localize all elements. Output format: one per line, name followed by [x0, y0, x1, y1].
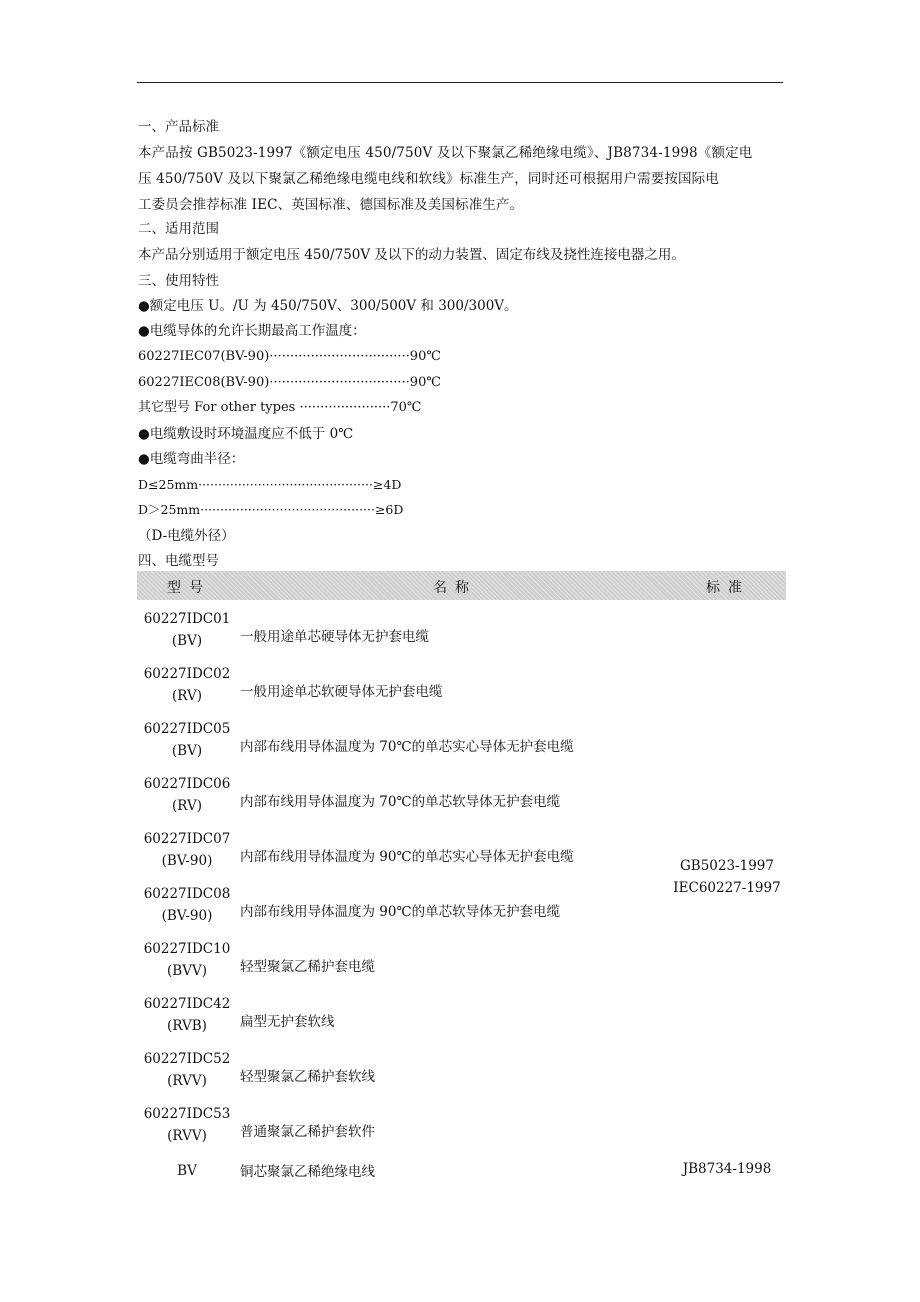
model-cell	[137, 718, 237, 762]
table-row	[137, 1158, 787, 1213]
model-code: 60227IDC08	[143, 886, 231, 902]
section1-body-line: 本产品按 GB5023-1997《额定电压 450/750V 及以下聚氯乙稀绝缘电缆》、JB8734-1998《额定电	[138, 145, 753, 161]
model-abbr: (BV-90)	[161, 853, 213, 869]
header-rule	[137, 82, 783, 83]
name-cell: 轻型聚氯乙稀护套软线	[240, 1069, 375, 1085]
rated-voltage-text: ●额定电压 U。/U 为 450/750V、300/500V 和 300/300V。	[138, 298, 518, 314]
name-cell: 内部布线用导体温度为 90℃的单芯实心导体无护套电缆	[240, 849, 574, 865]
model-abbr: (RVV)	[167, 1128, 207, 1144]
section1-body	[138, 140, 786, 218]
name-cell: 扁型无护套软线	[240, 1014, 335, 1030]
name-cell: 内部布线用导体温度为 70℃的单芯实心导体无护套电缆	[240, 739, 574, 755]
model-code: 60227IDC42	[143, 996, 231, 1012]
name-cell: 轻型聚氯乙稀护套电缆	[240, 959, 375, 975]
temperature-row: 60227IEC08(BV-90)··································90℃	[138, 375, 441, 390]
model-cell	[137, 883, 237, 927]
table-row	[137, 1103, 787, 1158]
table-row	[137, 608, 787, 663]
section1-body-line: 工委员会推荐标准 IEC、英国标准、德国标准及美国标准生产。	[138, 197, 524, 213]
model-cell	[137, 608, 237, 652]
model-cell	[137, 993, 237, 1037]
header-model: 型号	[167, 580, 211, 596]
header-standard: 标准	[706, 580, 750, 596]
model-cell	[137, 1160, 237, 1182]
name-cell: 普通聚氯乙稀护套软件	[240, 1124, 375, 1140]
table-row	[137, 1048, 787, 1103]
bend-radius-title: ●电缆弯曲半径：	[138, 451, 245, 467]
name-cell: 一般用途单芯软硬导体无护套电缆	[240, 684, 443, 700]
table-row	[137, 718, 787, 773]
temperature-row: 其它型号 For other types ······················70℃	[138, 400, 422, 415]
model-abbr: (RVB)	[167, 1018, 207, 1034]
standard-cell: JB8734-1998	[682, 1161, 772, 1177]
model-code: 60227IDC05	[143, 721, 231, 737]
section1-body-line: 压 450/750V 及以下聚氯乙稀绝缘电缆电线和软线》标准生产，同时还可根据用户需要按国际电	[138, 171, 719, 187]
section2-heading: 二、适用范围	[138, 221, 219, 237]
table-row	[137, 938, 787, 993]
temperature-row: 60227IEC07(BV-90)··································90℃	[138, 349, 441, 364]
bend-radius-row: D＞25mm············································≥6D	[138, 502, 404, 517]
model-cell	[137, 828, 237, 872]
model-cell	[137, 663, 237, 707]
name-cell: 铜芯聚氯乙稀绝缘电线	[240, 1164, 375, 1180]
name-cell: 内部布线用导体温度为 70℃的单芯软导体无护套电缆	[240, 794, 561, 810]
model-code: BV	[177, 1163, 197, 1179]
model-abbr: (RVV)	[167, 1073, 207, 1089]
model-cell	[137, 1103, 237, 1147]
model-abbr: (BV-90)	[161, 908, 213, 924]
name-cell: 内部布线用导体温度为 90℃的单芯软导体无护套电缆	[240, 904, 561, 920]
model-cell	[137, 938, 237, 982]
model-abbr: (BV)	[171, 633, 203, 649]
model-abbr: (BVV)	[167, 963, 207, 979]
standard-line: GB5023-1997	[680, 858, 774, 874]
section2-body: 本产品分别适用于额定电压 450/750V 及以下的动力装置、固定布线及挠性连接电器之用。	[138, 247, 685, 263]
model-cell	[137, 1048, 237, 1092]
bend-radius-note: （D-电缆外径）	[138, 528, 235, 544]
model-code: 60227IDC02	[143, 666, 231, 682]
standard-line: IEC60227-1997	[673, 880, 781, 896]
header-name: 名称	[433, 580, 477, 596]
standard-cell-merged	[667, 855, 787, 899]
cable-table-header	[137, 571, 786, 600]
table-row	[137, 663, 787, 718]
bend-radius-row: D≤25mm············································≥4D	[138, 477, 402, 492]
table-row	[137, 773, 787, 828]
section4-heading: 四、电缆型号	[138, 553, 219, 569]
model-code: 60227IDC01	[143, 611, 231, 627]
name-cell: 一般用途单芯硬导体无护套电缆	[240, 629, 429, 645]
model-abbr: (RV)	[172, 688, 202, 704]
model-code: 60227IDC07	[143, 831, 231, 847]
model-code: 60227IDC10	[143, 941, 231, 957]
table-row	[137, 993, 787, 1048]
model-code: 60227IDC52	[143, 1051, 231, 1067]
ambient-temperature-text: ●电缆敷设时环境温度应不低于 0℃	[138, 426, 354, 442]
model-cell	[137, 773, 237, 817]
model-code: 60227IDC53	[143, 1106, 231, 1122]
model-code: 60227IDC06	[143, 776, 231, 792]
model-abbr: (BV)	[171, 743, 203, 759]
section1-heading: 一、产品标准	[138, 119, 219, 135]
model-abbr: (RV)	[172, 798, 202, 814]
section3-heading: 三、使用特性	[138, 273, 219, 289]
temperature-title: ●电缆导体的允许长期最高工作温度：	[138, 323, 366, 339]
